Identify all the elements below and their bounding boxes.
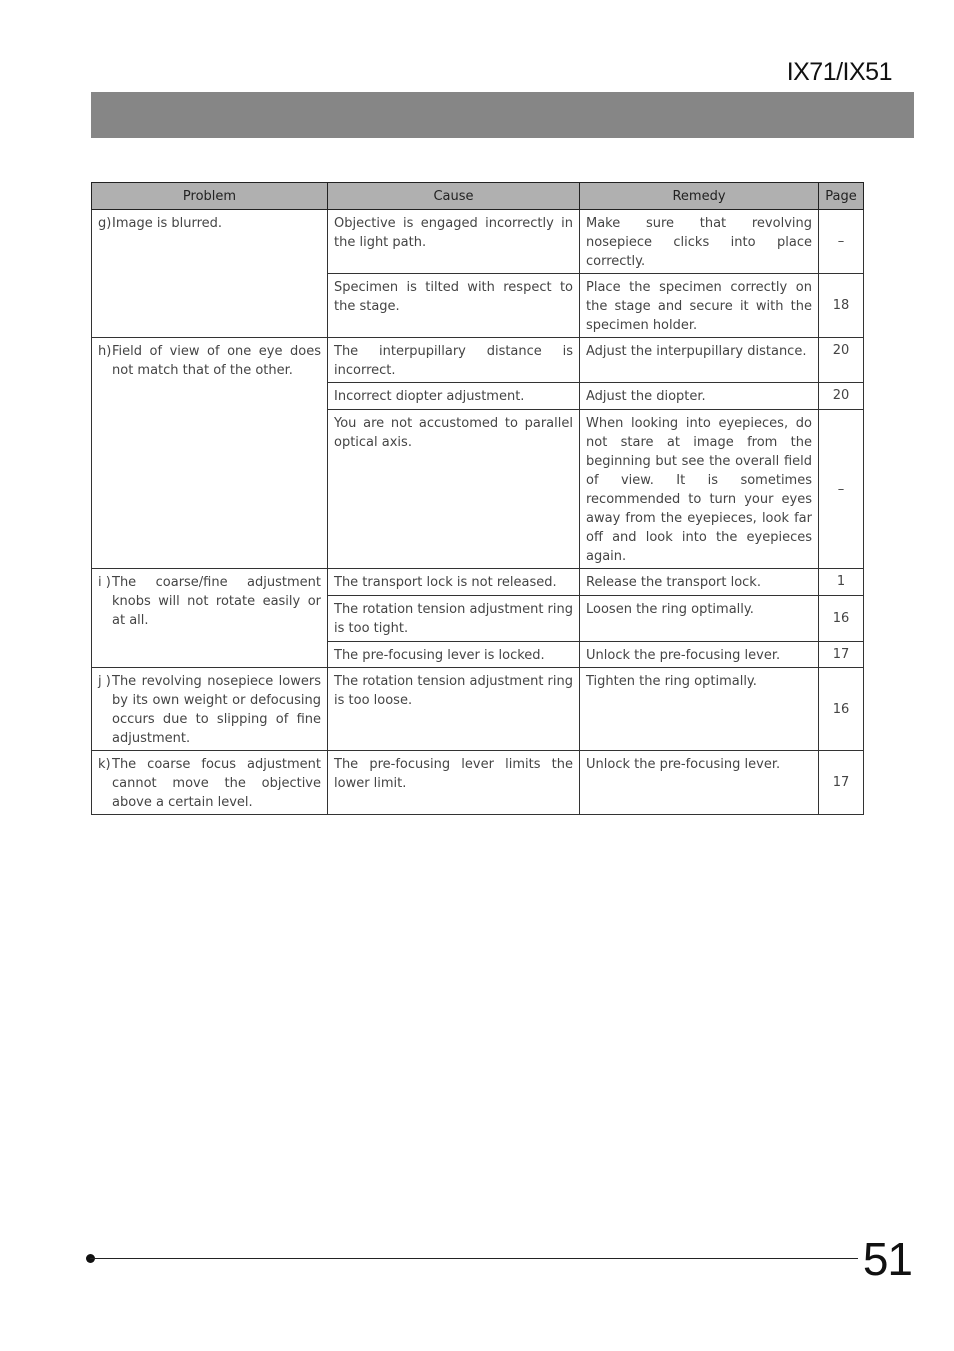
problem-label: h) <box>98 344 112 359</box>
page-cell: 17 <box>819 751 864 815</box>
table-row <box>92 569 864 596</box>
remedy-cell: Unlock the pre-focusing lever. <box>580 642 819 668</box>
page-cell: 18 <box>819 274 864 338</box>
page-number: 51 <box>862 1233 912 1285</box>
column-header-remedy: Remedy <box>580 183 819 210</box>
remedy-cell: Make sure that revolving nosepiece clicks into place correctly. <box>580 210 819 274</box>
cause-cell: The interpupillary distance is incorrect. <box>328 338 580 383</box>
table-row <box>92 210 864 274</box>
problem-cell <box>92 668 328 751</box>
cause-cell: The transport lock is not released. <box>328 569 580 596</box>
problem-text: The coarse focus adjustment cannot move the objective above a certain level. <box>112 757 321 810</box>
remedy-cell: When looking into eyepieces, do not stare at image from the beginning but see the overall field of view. It is sometimes recommended to turn your eyes away from the eyepieces, look far off and look into the eyepieces again. <box>580 410 819 569</box>
problem-cell <box>92 338 328 569</box>
problem-label: k) <box>98 757 111 772</box>
page-cell: 20 <box>819 338 864 383</box>
page-cell: 16 <box>819 596 864 642</box>
problem-text: The revolving nosepiece lowers by its own weight or defocusing occurs due to slipping of fine adjustment. <box>112 674 321 746</box>
header-band <box>91 92 914 138</box>
cause-cell: Specimen is tilted with respect to the stage. <box>328 274 580 338</box>
problem-label: i ) <box>98 575 111 590</box>
page-cell: 1 <box>819 569 864 596</box>
problem-cell <box>92 751 328 815</box>
table-row <box>92 338 864 383</box>
model-title: IX71/IX51 <box>786 58 892 86</box>
problem-cell <box>92 210 328 338</box>
problem-label: g) <box>98 216 112 231</box>
cause-cell: The pre-focusing lever limits the lower limit. <box>328 751 580 815</box>
footer-rule <box>90 1258 858 1259</box>
cause-cell: The rotation tension adjustment ring is too loose. <box>328 668 580 751</box>
cause-cell: The pre-focusing lever is locked. <box>328 642 580 668</box>
remedy-cell: Release the transport lock. <box>580 569 819 596</box>
remedy-cell: Tighten the ring optimally. <box>580 668 819 751</box>
remedy-cell: Unlock the pre-focusing lever. <box>580 751 819 815</box>
troubleshooting-table <box>91 182 864 815</box>
remedy-cell: Place the specimen correctly on the stage and secure it with the specimen holder. <box>580 274 819 338</box>
problem-cell <box>92 569 328 668</box>
page-cell: 16 <box>819 668 864 751</box>
problem-text: Image is blurred. <box>112 216 223 231</box>
cause-cell: Objective is engaged incorrectly in the light path. <box>328 210 580 274</box>
table-header-row <box>92 183 864 210</box>
problem-label: j ) <box>98 674 111 689</box>
column-header-cause: Cause <box>328 183 580 210</box>
column-header-problem: Problem <box>92 183 328 210</box>
column-header-page: Page <box>819 183 864 210</box>
remedy-cell: Adjust the interpupillary distance. <box>580 338 819 383</box>
cause-cell: Incorrect diopter adjustment. <box>328 383 580 410</box>
page-cell: – <box>819 410 864 569</box>
problem-text: Field of view of one eye does not match that of the other. <box>112 344 321 378</box>
table-row <box>92 668 864 751</box>
page-cell: – <box>819 210 864 274</box>
cause-cell: You are not accustomed to parallel optical axis. <box>328 410 580 569</box>
page-cell: 17 <box>819 642 864 668</box>
problem-text: The coarse/fine adjustment knobs will not rotate easily or at all. <box>112 575 321 628</box>
remedy-cell: Adjust the diopter. <box>580 383 819 410</box>
cause-cell: The rotation tension adjustment ring is too tight. <box>328 596 580 642</box>
table-row <box>92 751 864 815</box>
remedy-cell: Loosen the ring optimally. <box>580 596 819 642</box>
page-cell: 20 <box>819 383 864 410</box>
